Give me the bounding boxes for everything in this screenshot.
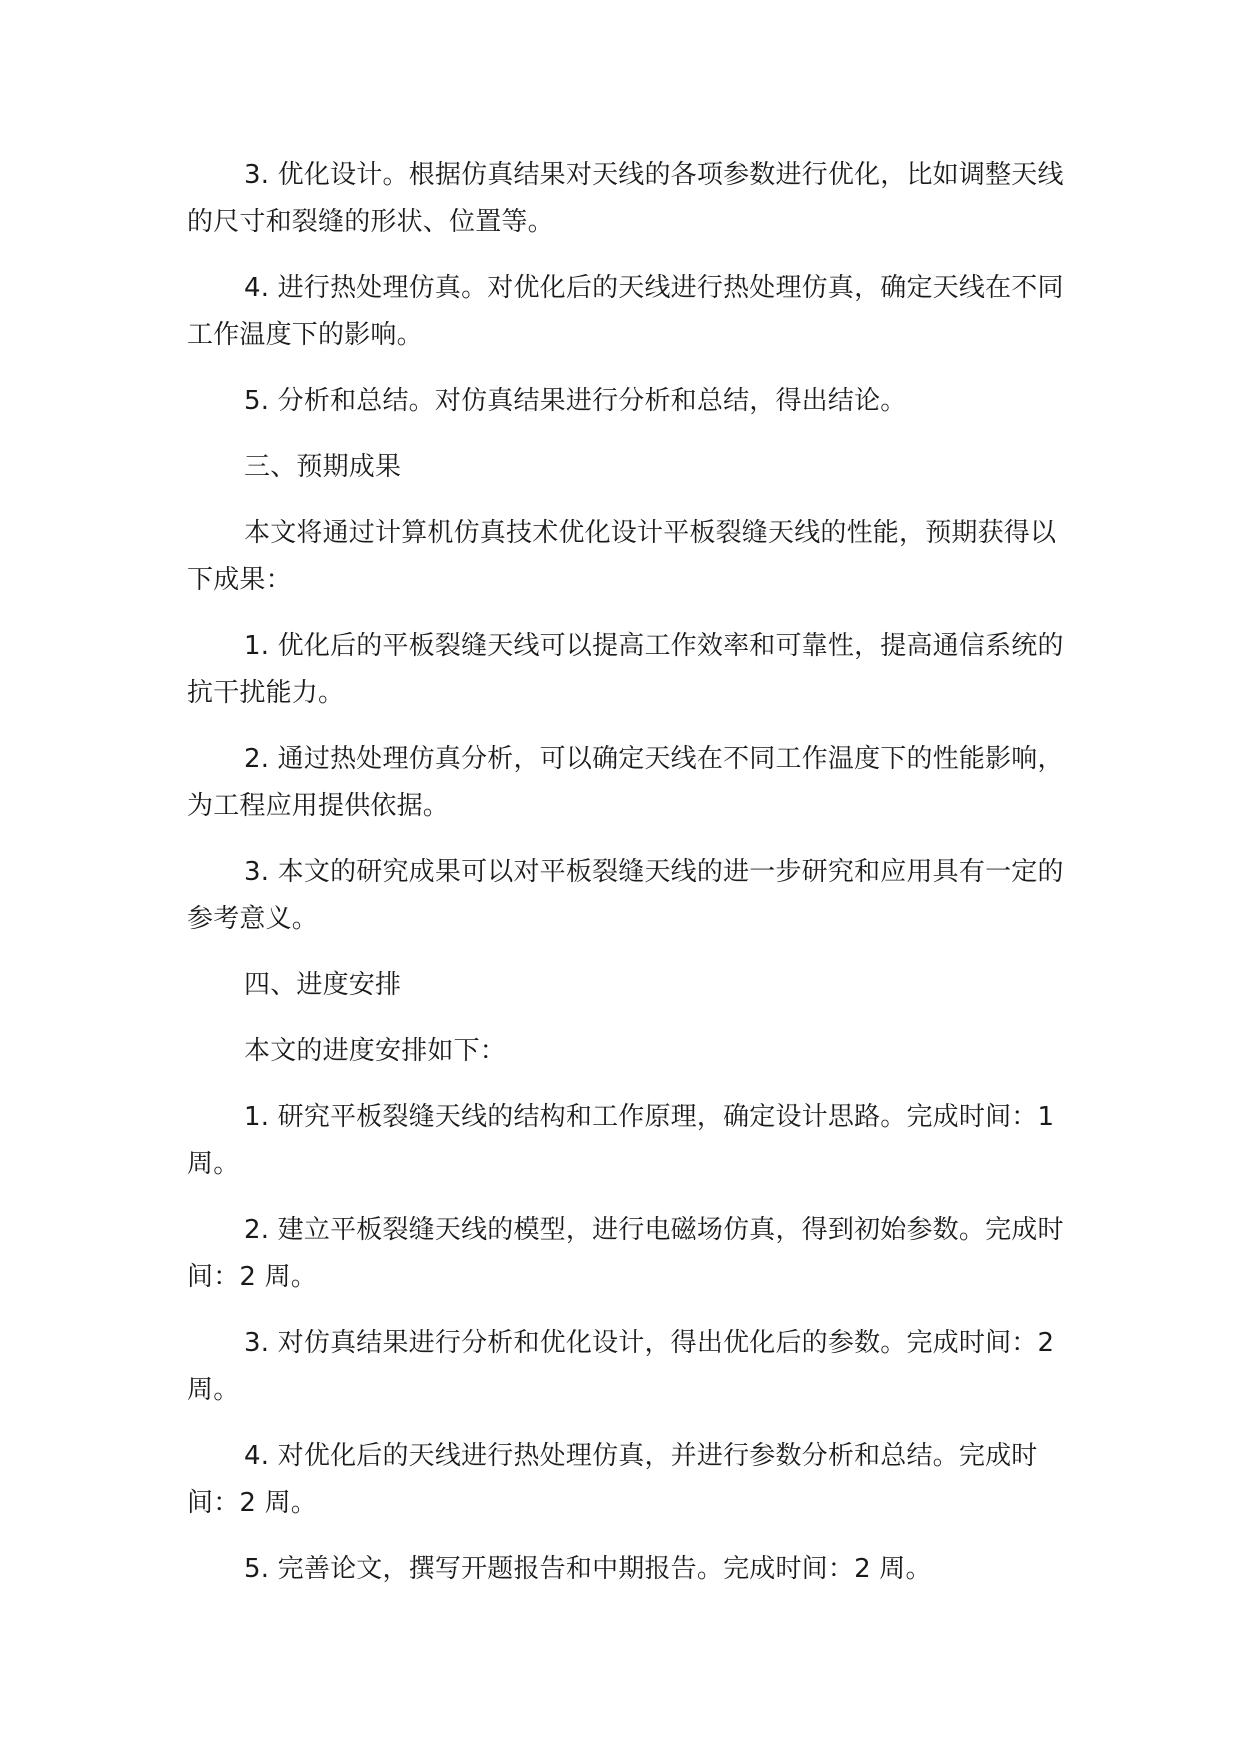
paragraph-result-2: 2. 通过热处理仿真分析，可以确定天线在不同工作温度下的性能影响，为工程应用提供依据。	[187, 744, 1064, 821]
paragraph-schedule-intro: 本文的进度安排如下：	[244, 1036, 507, 1066]
paragraph-schedule-2: 2. 建立平板裂缝天线的模型，进行电磁场仿真，得到初始参数。完成时间：2 周。	[187, 1215, 1064, 1292]
document-body	[187, 152, 1067, 1612]
paragraph-result-3: 3. 本文的研究成果可以对平板裂缝天线的进一步研究和应用具有一定的参考意义。	[187, 857, 1064, 934]
paragraph-schedule-1: 1. 研究平板裂缝天线的结构和工作原理，确定设计思路。完成时间：1 周。	[187, 1102, 1055, 1179]
paragraph-result-1: 1. 优化后的平板裂缝天线可以提高工作效率和可靠性，提高通信系统的抗干扰能力。	[187, 631, 1064, 708]
paragraph-schedule-5: 5. 完善论文，撰写开题报告和中期报告。完成时间：2 周。	[244, 1554, 932, 1584]
paragraph-schedule-3: 3. 对仿真结果进行分析和优化设计，得出优化后的参数。完成时间：2 周。	[187, 1328, 1055, 1405]
section-heading-expected-results: 三、预期成果	[244, 452, 402, 482]
paragraph-step-4-thermal: 4. 进行热处理仿真。对优化后的天线进行热处理仿真，确定天线在不同工作温度下的影响。	[187, 273, 1064, 350]
paragraph-schedule-4: 4. 对优化后的天线进行热处理仿真，并进行参数分析和总结。完成时间：2 周。	[187, 1441, 1038, 1518]
paragraph-step-5-summary: 5. 分析和总结。对仿真结果进行分析和总结，得出结论。	[244, 386, 907, 416]
paragraph-results-intro: 本文将通过计算机仿真技术优化设计平板裂缝天线的性能，预期获得以下成果：	[187, 518, 1057, 595]
paragraph-step-3-optimize: 3. 优化设计。根据仿真结果对天线的各项参数进行优化，比如调整天线的尺寸和裂缝的形状、位置等。	[187, 160, 1064, 237]
section-heading-schedule: 四、进度安排	[244, 970, 402, 1000]
